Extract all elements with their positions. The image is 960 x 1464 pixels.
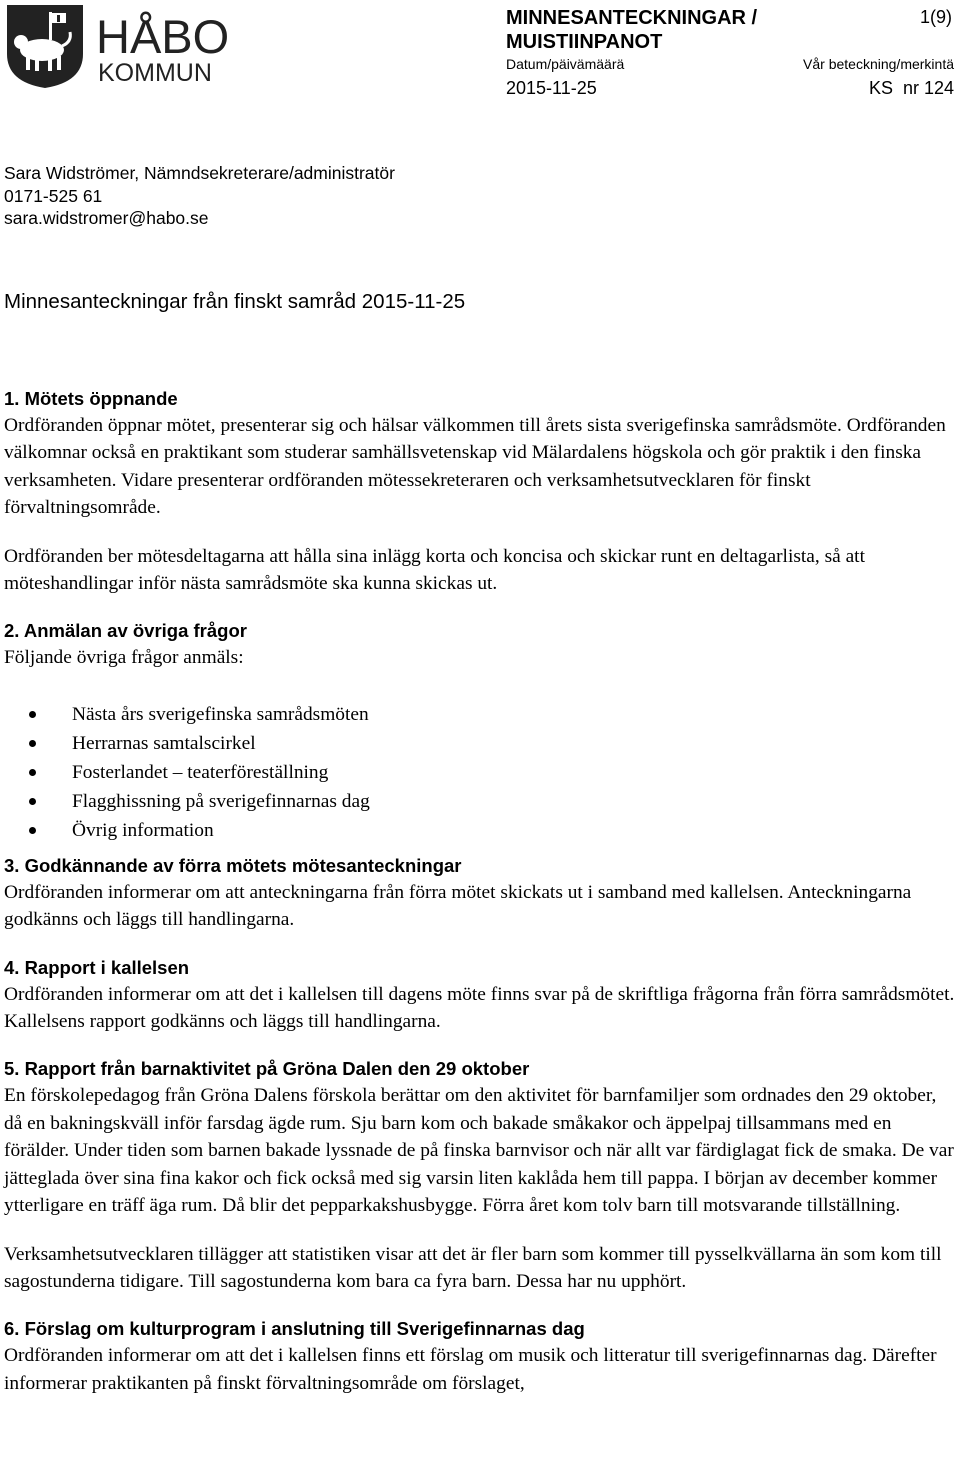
list-item: Nästa års sverigefinska samrådsmöten xyxy=(4,700,958,729)
document-body xyxy=(4,386,958,1397)
paragraph: Följande övriga frågor anmäls: xyxy=(4,647,244,669)
contact-name: Sara Widströmer, Nämndsekreterare/administratör xyxy=(4,163,395,183)
date-label: Datum/päivämäärä xyxy=(506,56,625,72)
section-heading: 4. Rapport i kallelsen xyxy=(4,956,190,978)
contact-phone: 0171-525 61 xyxy=(4,185,103,206)
list-item: Fosterlandet – teaterföreställning xyxy=(4,758,958,787)
date-value: 2015-11-25 xyxy=(506,78,597,98)
paragraph: Verksamhetsutvecklaren tillägger att statistiken visar att det är fler barn som kommer till pysselkvällarna än som kom till sagostunderna tidigare. Till sagostunderna kom bara ca fyra barn. Dessa har nu upphört. xyxy=(4,1243,942,1292)
habo-kommun-logo xyxy=(4,2,234,88)
paragraph: Ordföranden öppnar mötet, presenterar sig och hälsar välkommen till årets sista sverigefinska samrådsmöte. Ordföranden välkomnar också en praktikant som studerar samhällsvetenskap vid Mälardalens högskola och gör praktik i den finska verksamheten. Vidare presenterar ordföranden mötessekreteraren och verksamhetsutvecklaren för finskt förvaltningsområde. xyxy=(4,415,946,519)
bullet-list xyxy=(4,700,958,845)
document-type: MINNESANTECKNINGAR / MUISTIINPANOT xyxy=(506,7,758,53)
paragraph: Ordföranden informerar om att anteckningarna från förra mötet skickats ut i samband med kallelsen. Anteckningarna godkänns och läggs till handlingarna. xyxy=(4,881,912,931)
list-item: Flagghissning på sverigefinnarnas dag xyxy=(4,787,958,816)
section-heading: 1. Mötets öppnande xyxy=(4,388,178,409)
section-heading: 5. Rapport från barnaktivitet på Gröna Dalen den 29 oktober xyxy=(4,1058,530,1080)
paragraph: Ordföranden informerar om att det i kallelsen finns ett förslag om musik och litteratur till sverigefinnarnas dag. Därefter informerar praktikanten på finskt förvaltningsområde om förslaget, xyxy=(4,1345,937,1394)
reference-label: Vår beteckning/merkintä xyxy=(803,56,954,72)
contact-email: sara.widstromer@habo.se xyxy=(4,208,209,228)
logo-text-top: HÅBO xyxy=(96,10,230,63)
coat-of-arms-icon xyxy=(7,5,83,88)
paragraph: En förskolepedagog från Gröna Dalens förskola berättar om den aktivitet för barnfamiljer som ordnades den 29 oktober, då en bakningskväll inför farsdag ägde rum. Sju barn kom och bakade småkakor och äppelpaj tillsammans med en förälder. Under tiden som barnen bakade lyssnade de på finska barnvisor och när allt var färdiglagat fick de smaka. De var jätteglada över sina fina kakor och fick också med sig varsin liten kaklåda hem till pappa. I början av december kommer ytterligare en träff äga rum. Då blir det pepparkakshusbygge. Förra året kom tolv barn till motsvarande tillställning. xyxy=(4,1085,954,1217)
list-item: Övrig information xyxy=(4,816,958,845)
document-title: Minnesanteckningar från finskt samråd 2015-11-25 xyxy=(4,290,466,313)
section-heading: 6. Förslag om kulturprogram i anslutning till Sverigefinnarnas dag xyxy=(4,1318,585,1340)
contact-block xyxy=(4,162,395,230)
reference-value: KS nr 124 xyxy=(868,78,954,98)
list-item: Herrarnas samtalscirkel xyxy=(4,729,958,758)
section-heading: 3. Godkännande av förra mötets mötesanteckningar xyxy=(4,854,462,876)
paragraph: Ordföranden ber mötesdeltagarna att hålla sina inlägg korta och koncisa och skickar runt en deltagarlista, så att möteshandlingar inför nästa samrådsmöte ska kunna skickas ut. xyxy=(4,545,865,595)
paragraph: Ordföranden informerar om att det i kallelsen till dagens möte finns svar på de skriftliga frågorna från förra samrådsmötet. Kallelsens rapport godkänns och läggs till handlingarna. xyxy=(4,983,955,1033)
logo-text-bottom: KOMMUN xyxy=(98,59,212,87)
page-number: 1(9) xyxy=(919,7,952,27)
section-heading: 2. Anmälan av övriga frågor xyxy=(4,620,247,642)
